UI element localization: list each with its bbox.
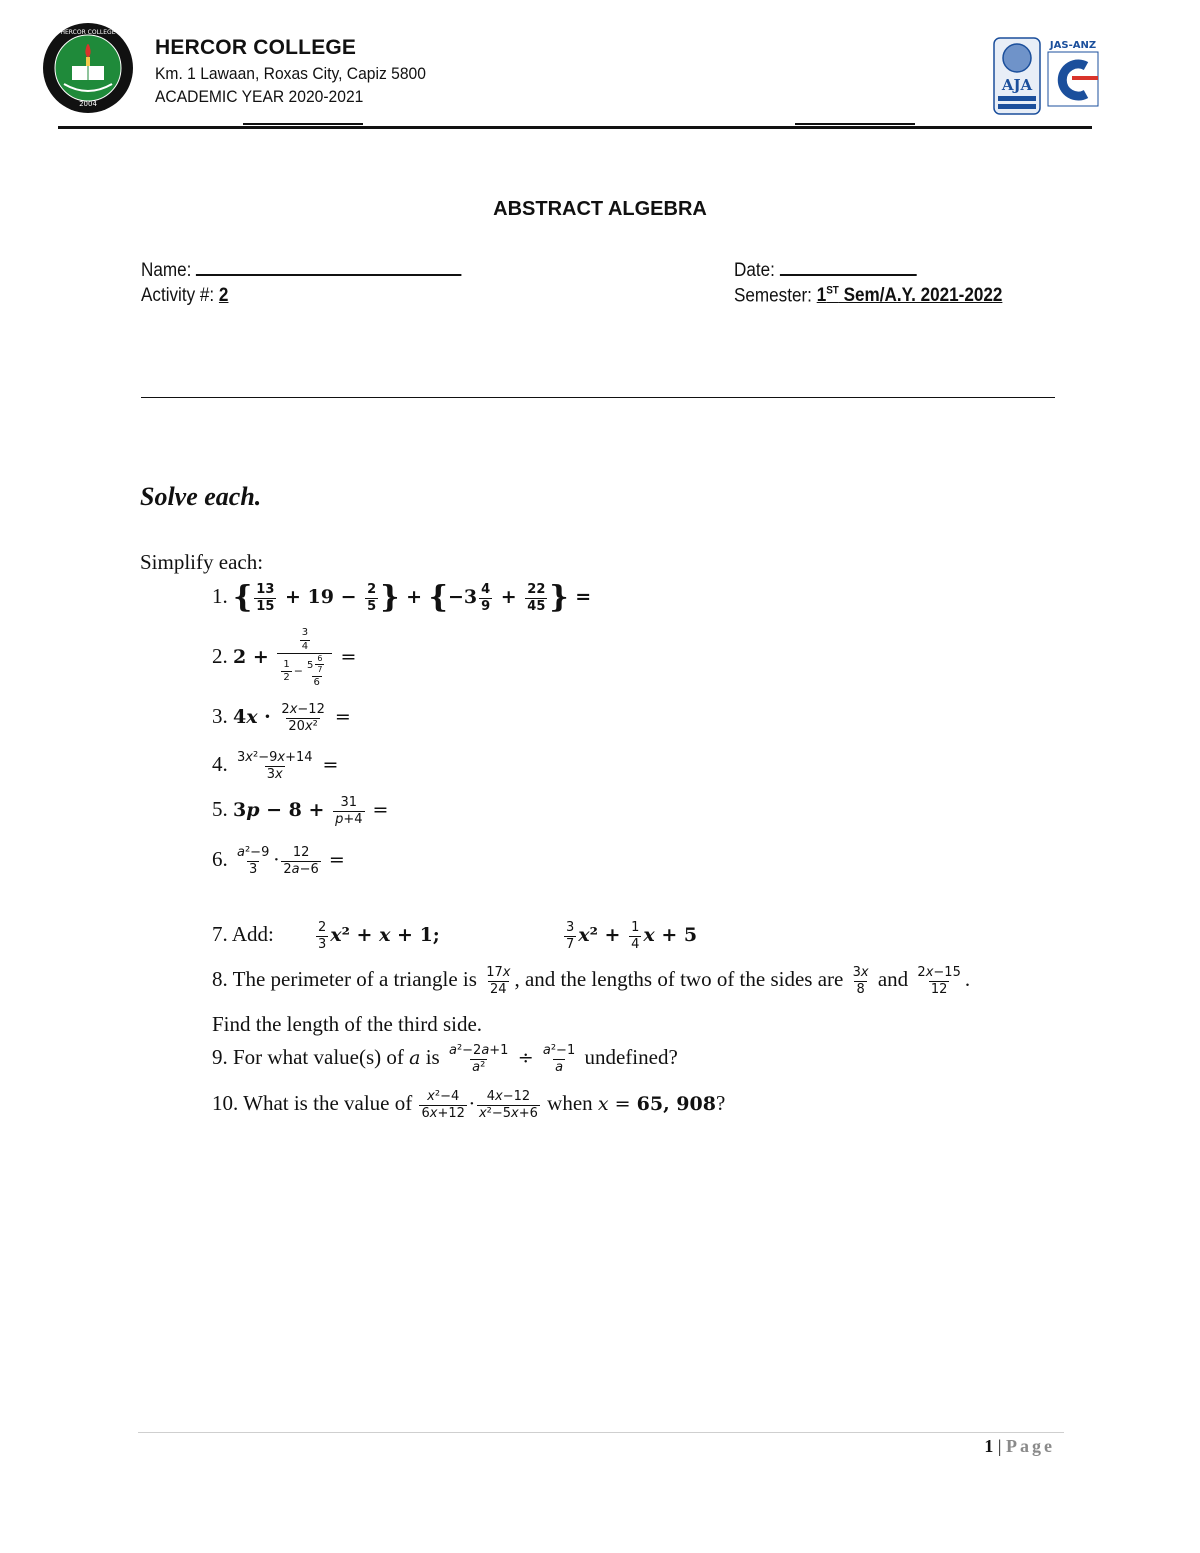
question-3: 3. 4x · $\frac{2x-12}{\text{20x²}}$ = — [212, 702, 351, 734]
page-label: Page — [1006, 1436, 1055, 1456]
question-6: 6. $\frac{\text{a²−9}}{3}$ · $\frac{12}{2a-6}$ = — [212, 845, 345, 877]
semester-field — [734, 285, 1002, 307]
svg-text:2004: 2004 — [79, 100, 97, 108]
footer-rule — [138, 1432, 1064, 1433]
instruction-heading: Solve each. — [140, 482, 262, 511]
date-blank[interactable] — [780, 256, 917, 276]
page-separator: | — [997, 1436, 1002, 1456]
svg-text:AJA: AJA — [1001, 76, 1033, 94]
college-seal-icon — [42, 22, 134, 114]
semester-label: Semester: — [734, 285, 812, 307]
academic-year: ACADEMIC YEAR 2020-2021 — [155, 87, 364, 106]
question-7-expr-1: $\frac{2}{3}$ x² + x + 1; — [318, 920, 440, 952]
page-footer — [984, 1436, 1055, 1457]
question-7: 7. Add: — [212, 922, 274, 946]
date-field[interactable] — [734, 256, 916, 282]
question-7-expr-2: $\frac{3}{7}$ x² + $\frac{1}{4}$ x + 5 — [566, 920, 698, 952]
section-divider — [141, 397, 1055, 398]
college-address: Km. 1 Lawaan, Roxas City, Capiz 5800 — [155, 64, 426, 83]
header-rule-accent-right — [795, 123, 915, 125]
question-9: 9. For what value(s) of a is $\frac{\text{a²−2a+1}}{\text{a²}}$ ÷ $\frac{\text{a²−1}}{a}$ undefined? — [212, 1043, 678, 1075]
name-blank[interactable] — [196, 256, 462, 276]
activity-label: Activity #: — [141, 285, 215, 306]
svg-text:HERCOR COLLEGE: HERCOR COLLEGE — [60, 29, 116, 36]
name-label: Name: — [141, 260, 192, 281]
page-title: ABSTRACT ALGEBRA — [493, 198, 707, 220]
simplify-label: Simplify each: — [140, 550, 264, 574]
page-number: 1 — [984, 1436, 994, 1456]
header-rule — [58, 126, 1092, 129]
question-8-continued: Find the length of the third side. — [212, 1012, 483, 1036]
question-8: 8. The perimeter of a triangle is $\frac{17x}{24}$ , and the lengths of two of the sides are $\frac{3x}{8}$ and $\frac{2x-15}{12}$ . — [212, 965, 971, 997]
semester-value: 1ST Sem/A.Y. 2021-2022 — [816, 285, 1003, 307]
question-5: 5. 3p − 8 + $\frac{31}{p+4}$ = — [212, 795, 389, 827]
question-1: 1. { $\frac{13}{15}$ + 19 − $\frac{2}{5}$ } + {−3 $\frac{4}{9}$ + $\frac{22}{45}$ } = — [212, 580, 592, 616]
header-rule-accent-left — [243, 123, 363, 125]
college-name: HERCOR COLLEGE — [155, 36, 357, 59]
activity-field — [141, 285, 228, 307]
svg-text:JAS-ANZ: JAS-ANZ — [1049, 40, 1097, 51]
activity-value: 2 — [218, 285, 229, 306]
question-2: 2. 2 + $\frac{3}{4}$ $\frac{1}{2}$ − 5 $\frac{6}{7}$ 6 = — [212, 627, 357, 688]
question-10: 10. What is the value of $\frac{\text{x²−4}}{6x+12}$ · $\frac{4x-12}{\text{x²−5x+6}}$ when x = 65, 908? — [212, 1089, 726, 1121]
certification-logo-icon — [992, 36, 1104, 118]
question-4: 4. $\frac{\text{3x²−9x+14}}{3x}$ = — [212, 750, 339, 782]
name-field[interactable] — [141, 256, 462, 282]
date-label: Date: — [734, 260, 775, 281]
